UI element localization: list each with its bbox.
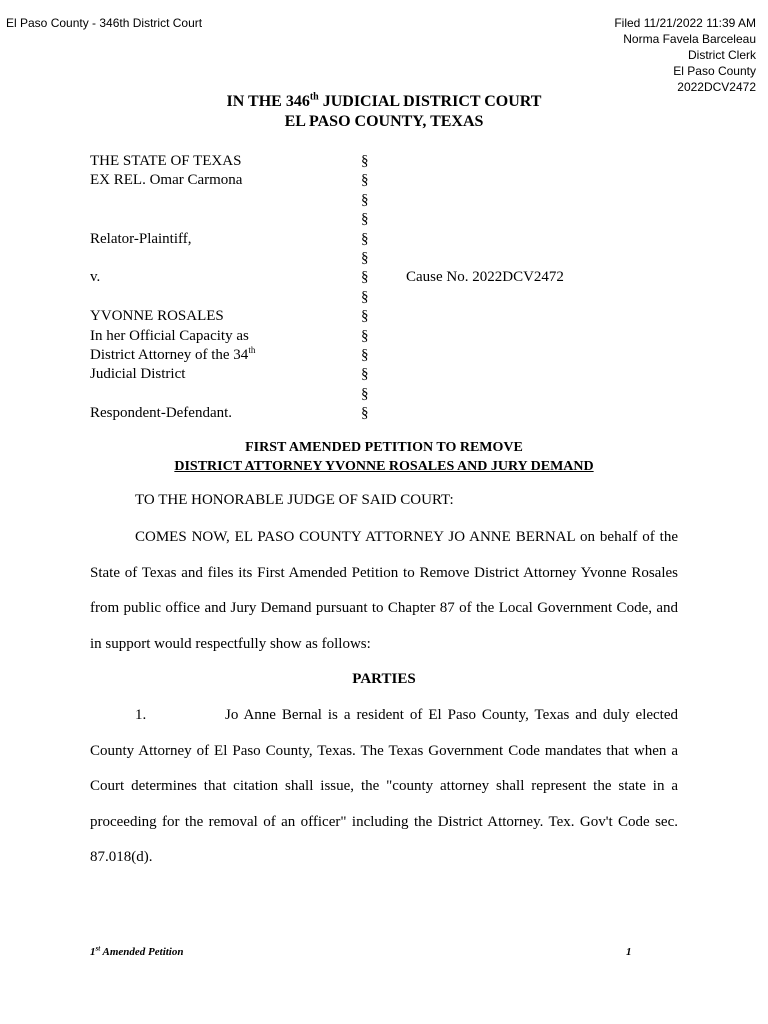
court-heading [0,92,768,132]
caption-row [90,249,690,268]
caption-row [90,210,690,229]
caption-party-text-main: In her Official Capacity as [90,327,249,344]
caption-party-text-main: District Attorney of the 34 [90,346,249,363]
caption-party-text [90,404,232,423]
caption-party-text [90,171,242,190]
section-symbol: § [361,172,369,189]
caption-party-text-sup: th [248,344,256,355]
footer-text: 1 [90,946,96,958]
section-symbol: § [361,288,369,305]
caption-row [90,288,690,307]
section-symbol: § [361,385,369,402]
document-title [0,438,768,476]
cause-number: Cause No. 2022DCV2472 [406,269,564,286]
caption-row [90,385,690,404]
footer-document-name [90,946,183,958]
footer-sup: st [95,944,101,953]
section-symbol: § [361,366,369,383]
caption-row [90,307,690,326]
caption-party-text-main: EX REL. Omar Carmona [90,172,243,189]
caption-row [90,346,690,365]
document-title-line1: FIRST AMENDED PETITION TO REMOVE [245,440,523,455]
caption-party-text [90,365,185,384]
caption-row [90,404,690,423]
caption-party-text-main: YVONNE ROSALES [90,308,224,325]
caption-row [90,327,690,346]
caption-row [90,171,690,190]
court-heading-line2: EL PASO COUNTY, TEXAS [284,113,484,130]
section-symbol: § [361,269,369,286]
section-symbol: § [361,230,369,247]
page-number: 1 [626,946,632,958]
section-heading-parties: PARTIES [352,671,416,687]
section-symbol: § [361,405,369,422]
section-symbol: § [361,153,369,169]
section-symbol: § [361,327,369,344]
filing-stamp-line: 2022DCV2472 [677,80,756,94]
paragraph-1 [90,698,678,876]
court-address: TO THE HONORABLE JUDGE OF SAID COURT: [135,492,454,508]
caption-party-text-main: Relator-Plaintiff, [90,230,192,247]
section-symbol: § [361,308,369,325]
paragraph-1-text: Jo Anne Bernal is a resident of El Paso County, Texas and duly elected County Attorney of El Paso County, Texas. The Texas Government Code mandates that when a Court determines that citation shall issue, the "county attorney shall represent the state in a proceeding for the removal of an officer" including the District Attorney. Tex. Gov't Code sec. 87.018(d). [90,707,678,866]
intro-paragraph [90,520,678,662]
caption-party-text [90,307,224,326]
filing-stamp-line: Filed 11/21/2022 11:39 AM [614,16,756,30]
caption-row [90,230,690,249]
filing-stamp-line: Norma Favela Barceleau [623,32,756,46]
court-heading-line1 [0,92,768,112]
section-symbol: § [361,346,369,363]
caption-party-text-main: v. [90,269,101,286]
caption-row [90,152,690,171]
filing-stamp-line: El Paso County [673,64,756,78]
caption-party-text [90,346,255,365]
filing-stamp [614,15,756,95]
document-title-line2: DISTRICT ATTORNEY YVONNE ROSALES AND JURY DEMAND [174,459,594,474]
paragraph-number: 1. [135,707,147,723]
caption-party-text [90,152,241,171]
caption-party-text-main: Respondent-Defendant. [90,405,233,422]
section-symbol: § [361,191,369,208]
footer-text: Amended Petition [100,946,184,958]
caption-party-text-main: THE STATE OF TEXAS [90,153,242,169]
intro-text: COMES NOW, EL PASO COUNTY ATTORNEY JO ANNE BERNAL on behalf of the State of Texas and files its First Amended Petition to Remove District Attorney Yvonne Rosales from public office and Jury Demand pursuant to Chapter 87 of the Local Government Code, and in support would respectfully show as follows: [90,529,678,652]
court-stamp-left: El Paso County - 346th District Court [6,16,203,30]
section-symbol: § [361,211,369,228]
court-heading-sup: th [309,91,319,103]
court-heading-text: IN THE 346 [226,93,310,110]
caption-row [90,268,690,287]
caption-row [90,365,690,384]
caption-party-text [90,230,191,249]
caption-party-text [90,327,249,346]
case-caption [90,152,690,423]
section-symbol: § [361,249,369,266]
caption-party-text-main: Judicial District [90,366,186,383]
filing-stamp-line: District Clerk [688,48,756,62]
caption-party-text [90,268,100,287]
caption-row [90,191,690,210]
court-heading-text: JUDICIAL DISTRICT COURT [318,93,542,110]
